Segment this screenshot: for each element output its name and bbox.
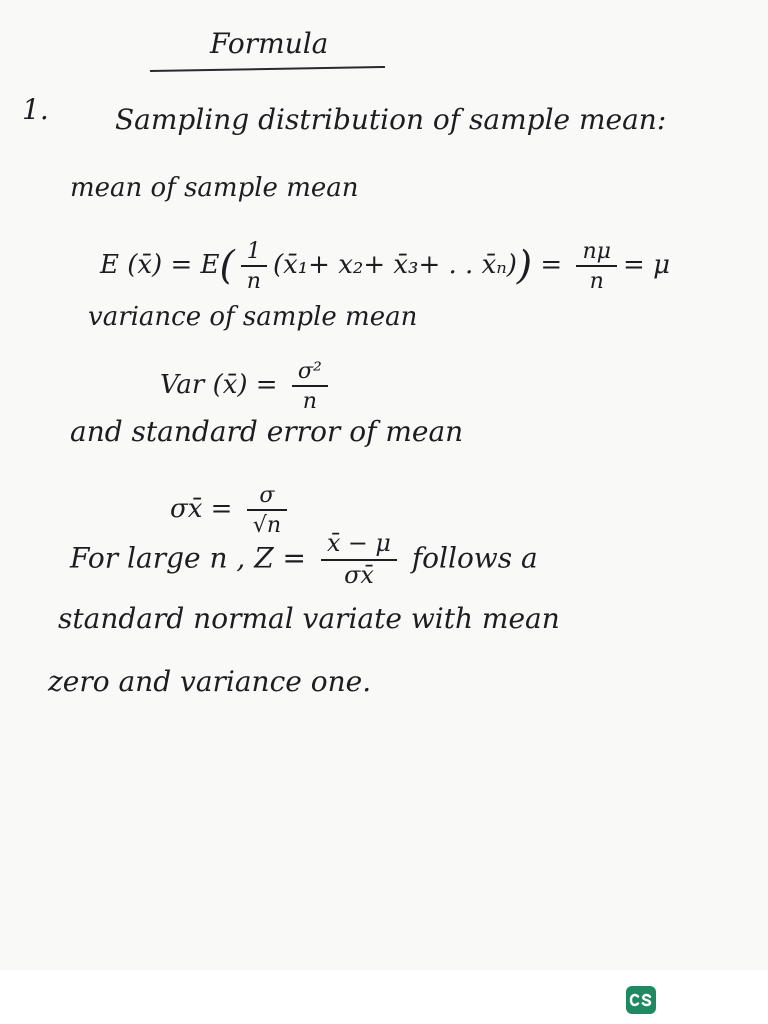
large-n-suffix: follows a (411, 541, 538, 575)
mean-formula-lhs: E (x̄) = E (100, 250, 220, 281)
variance-formula-lhs: Var (x̄) = (160, 370, 278, 401)
page-title: Formula (210, 27, 329, 60)
z-denominator: σx̄ (344, 560, 374, 589)
variance-formula (160, 358, 334, 415)
standard-error-formula (170, 482, 293, 539)
mean-formula-eq: = (540, 250, 563, 281)
item-number: 1. (22, 93, 49, 126)
mean-formula-inner-fraction (241, 238, 267, 295)
se-denominator: √n (252, 512, 282, 539)
mean-label: mean of sample mean (70, 173, 359, 203)
z-numerator: x̄ − μ (326, 529, 391, 557)
mean-formula: E (x̄) = E( $\frac{1}{n}$ (x̄₁+ x₂+ x̄₃+ . . x̄ₙ)) = $\frac{n\mu}{n}$ = μ (100, 238, 670, 295)
z-fraction (321, 529, 397, 589)
zero-variance-line: zero and variance one. (48, 665, 372, 698)
inner-numerator: 1 (246, 238, 261, 264)
large-n-statement (70, 529, 538, 589)
mean-formula-rhs-fraction (576, 238, 617, 295)
se-numerator: σ (259, 482, 275, 508)
se-fraction (247, 482, 287, 539)
camscanner-logo (626, 986, 656, 1014)
large-n-prefix: For large n , Z = (70, 541, 307, 575)
standard-normal-line: standard normal variate with mean (58, 602, 560, 635)
inner-denominator: n (246, 268, 261, 295)
rhs-numerator: nμ (582, 238, 612, 264)
standard-error-label: and standard error of mean (70, 415, 464, 448)
title-underline (150, 66, 385, 72)
mean-formula-sum: (x̄₁+ x₂+ x̄₃+ . . x̄ₙ) (272, 250, 517, 281)
variance-label: variance of sample mean (88, 302, 418, 332)
variance-numerator: σ² (297, 358, 322, 384)
variance-fraction (292, 358, 328, 415)
variance-denominator: n (302, 388, 317, 415)
mean-formula-tail: = μ (623, 250, 670, 281)
rhs-denominator: n (589, 268, 604, 295)
logo-lettering-icon (629, 992, 653, 1008)
section-heading: Sampling distribution of sample mean: (115, 103, 667, 136)
se-formula-lhs: σx̄ = (170, 494, 233, 525)
